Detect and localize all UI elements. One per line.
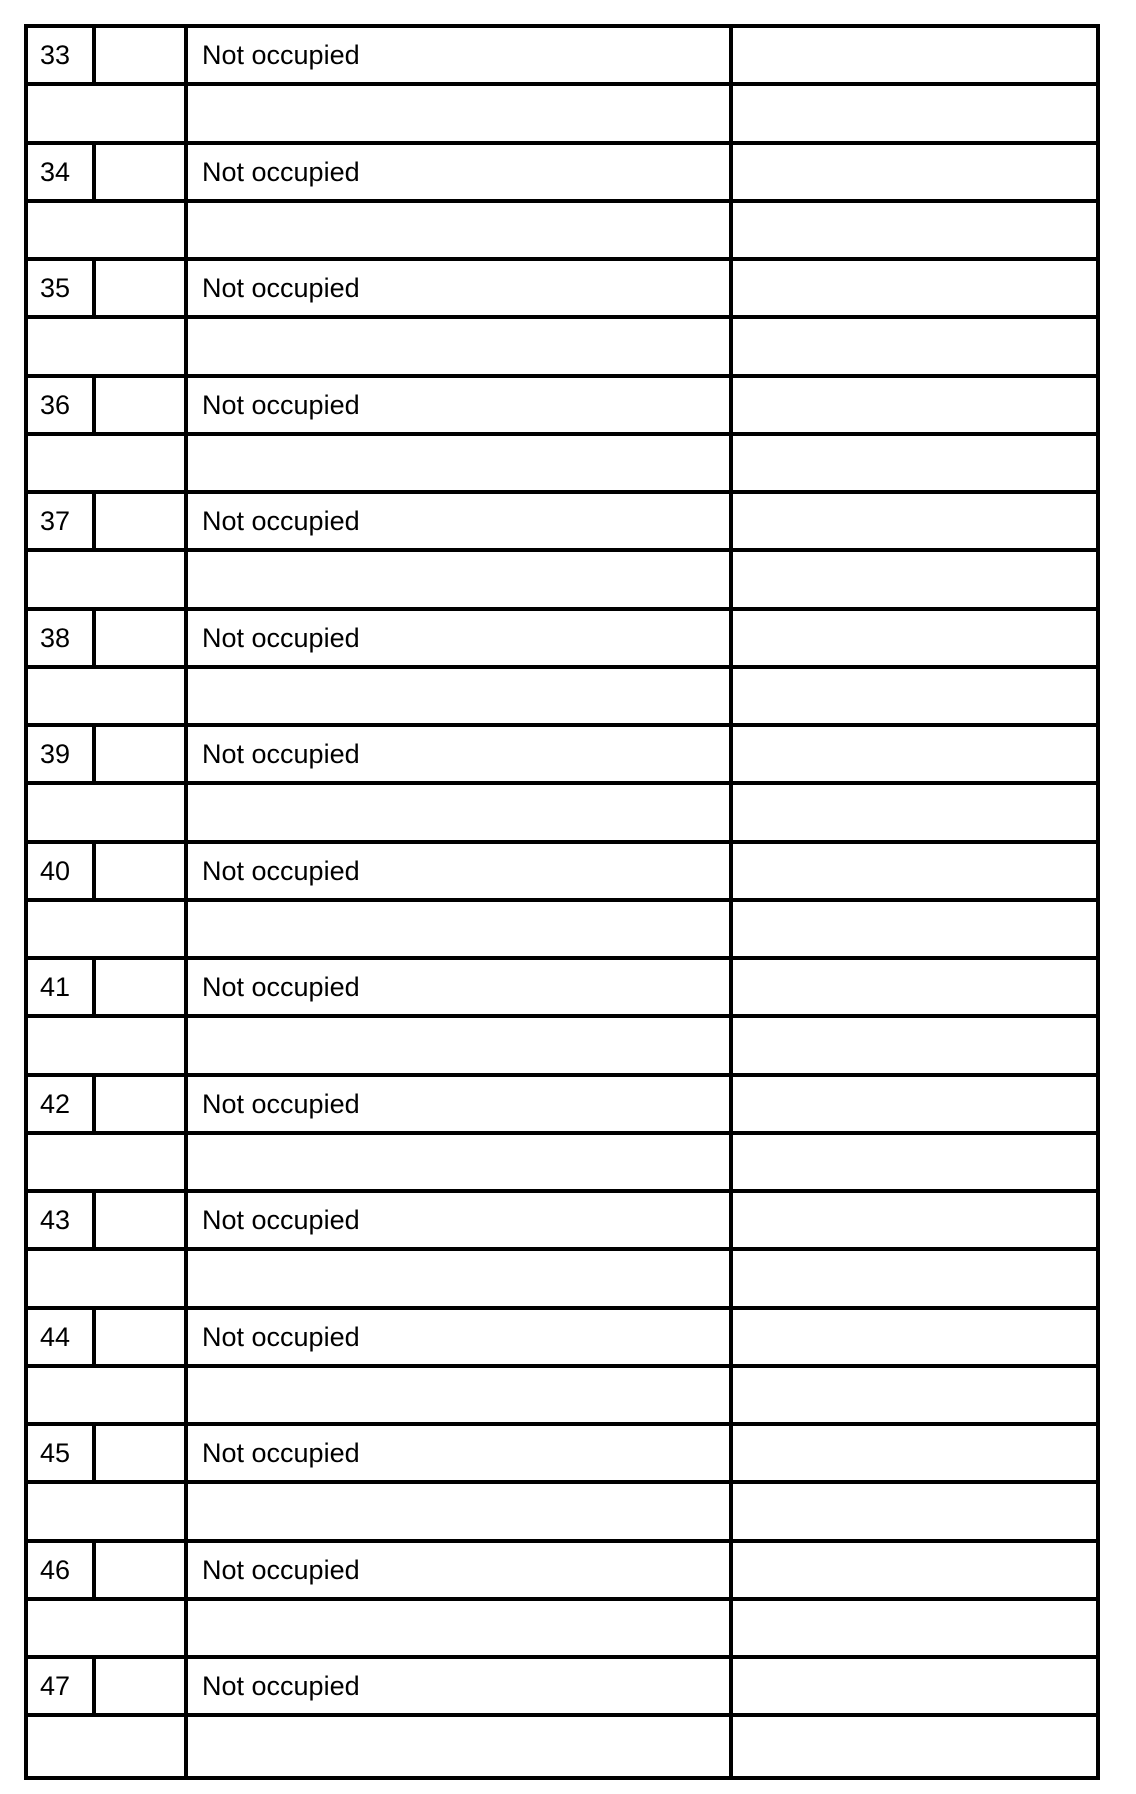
subrow-desc-cell	[188, 319, 733, 374]
subrow-notes-cell	[733, 902, 1096, 956]
blank-cell	[96, 1543, 188, 1597]
blank-cell	[96, 1659, 188, 1713]
subrow-desc-cell	[188, 552, 733, 607]
entry-number: 46	[28, 1543, 96, 1597]
blank-cell	[96, 378, 188, 432]
notes-cell	[733, 1193, 1096, 1247]
entry-status: Not occupied	[188, 1659, 733, 1713]
blank-cell	[96, 1426, 188, 1480]
blank-cell	[96, 145, 188, 199]
entry-status: Not occupied	[188, 727, 733, 781]
subrow-left-cell	[28, 669, 188, 723]
blank-cell	[96, 28, 188, 82]
subrow-desc-cell	[188, 1251, 733, 1306]
entry-status: Not occupied	[188, 1193, 733, 1247]
subrow-left-cell	[28, 319, 188, 374]
notes-cell	[733, 611, 1096, 665]
subrow-notes-cell	[733, 1368, 1096, 1422]
subrow-left-cell	[28, 1601, 188, 1655]
blank-cell	[96, 494, 188, 548]
entry-status: Not occupied	[188, 1310, 733, 1364]
entry-number: 38	[28, 611, 96, 665]
notes-cell	[733, 960, 1096, 1014]
entry-status: Not occupied	[188, 261, 733, 315]
subrow-left-cell	[28, 436, 188, 490]
table-row	[28, 378, 1096, 432]
table-row	[28, 844, 1096, 898]
subrow-desc-cell	[188, 669, 733, 723]
subrow-desc-cell	[188, 86, 733, 141]
entry-number: 35	[28, 261, 96, 315]
notes-cell	[733, 1426, 1096, 1480]
entry-number: 41	[28, 960, 96, 1014]
subrow-left-cell	[28, 902, 188, 956]
notes-cell	[733, 727, 1096, 781]
table-row	[28, 1193, 1096, 1247]
entry-number: 34	[28, 145, 96, 199]
subrow-notes-cell	[733, 552, 1096, 607]
blank-cell	[96, 1310, 188, 1364]
subrow-left-cell	[28, 785, 188, 840]
subrow-notes-cell	[733, 669, 1096, 723]
subrow-left-cell	[28, 1717, 188, 1776]
entry-status: Not occupied	[188, 844, 733, 898]
table-subrow	[28, 902, 1096, 956]
subrow-left-cell	[28, 1368, 188, 1422]
entry-status: Not occupied	[188, 1543, 733, 1597]
entry-number: 45	[28, 1426, 96, 1480]
subrow-left-cell	[28, 1484, 188, 1539]
subrow-desc-cell	[188, 785, 733, 840]
subrow-notes-cell	[733, 1717, 1096, 1776]
subrow-left-cell	[28, 1251, 188, 1306]
entry-number: 44	[28, 1310, 96, 1364]
subrow-notes-cell	[733, 1251, 1096, 1306]
table-row	[28, 261, 1096, 315]
table-subrow	[28, 785, 1096, 840]
table-subrow	[28, 1018, 1096, 1073]
subrow-notes-cell	[733, 319, 1096, 374]
subrow-desc-cell	[188, 1717, 733, 1776]
subrow-left-cell	[28, 1135, 188, 1189]
table-row	[28, 727, 1096, 781]
occupancy-table	[24, 24, 1100, 1780]
entry-number: 39	[28, 727, 96, 781]
table-subrow	[28, 1251, 1096, 1306]
subrow-desc-cell	[188, 1018, 733, 1073]
subrow-desc-cell	[188, 203, 733, 257]
notes-cell	[733, 1077, 1096, 1131]
entry-status: Not occupied	[188, 960, 733, 1014]
table-row	[28, 1426, 1096, 1480]
entry-number: 40	[28, 844, 96, 898]
notes-cell	[733, 494, 1096, 548]
subrow-notes-cell	[733, 86, 1096, 141]
subrow-notes-cell	[733, 1135, 1096, 1189]
table-row	[28, 960, 1096, 1014]
subrow-notes-cell	[733, 1601, 1096, 1655]
subrow-left-cell	[28, 1018, 188, 1073]
notes-cell	[733, 1659, 1096, 1713]
notes-cell	[733, 378, 1096, 432]
blank-cell	[96, 261, 188, 315]
table-row	[28, 28, 1096, 82]
subrow-left-cell	[28, 552, 188, 607]
subrow-desc-cell	[188, 1135, 733, 1189]
table-row	[28, 1077, 1096, 1131]
blank-cell	[96, 1193, 188, 1247]
entry-status: Not occupied	[188, 1426, 733, 1480]
blank-cell	[96, 844, 188, 898]
entry-status: Not occupied	[188, 145, 733, 199]
notes-cell	[733, 844, 1096, 898]
entry-number: 37	[28, 494, 96, 548]
entry-number: 33	[28, 28, 96, 82]
subrow-left-cell	[28, 203, 188, 257]
table-subrow	[28, 86, 1096, 141]
subrow-notes-cell	[733, 203, 1096, 257]
entry-number: 42	[28, 1077, 96, 1131]
notes-cell	[733, 1310, 1096, 1364]
notes-cell	[733, 261, 1096, 315]
subrow-desc-cell	[188, 1601, 733, 1655]
entry-number: 36	[28, 378, 96, 432]
blank-cell	[96, 611, 188, 665]
table-subrow	[28, 1368, 1096, 1422]
entry-status: Not occupied	[188, 28, 733, 82]
table-row	[28, 1659, 1096, 1713]
subrow-notes-cell	[733, 1018, 1096, 1073]
table-subrow	[28, 319, 1096, 374]
table-row	[28, 145, 1096, 199]
entry-status: Not occupied	[188, 1077, 733, 1131]
subrow-desc-cell	[188, 436, 733, 490]
subrow-notes-cell	[733, 436, 1096, 490]
entry-status: Not occupied	[188, 378, 733, 432]
subrow-left-cell	[28, 86, 188, 141]
table-subrow	[28, 203, 1096, 257]
blank-cell	[96, 1077, 188, 1131]
table-row	[28, 1310, 1096, 1364]
subrow-notes-cell	[733, 1484, 1096, 1539]
table-subrow	[28, 1484, 1096, 1539]
table-row	[28, 611, 1096, 665]
subrow-desc-cell	[188, 1368, 733, 1422]
subrow-desc-cell	[188, 902, 733, 956]
table-row	[28, 494, 1096, 548]
notes-cell	[733, 145, 1096, 199]
table-subrow	[28, 552, 1096, 607]
table-subrow	[28, 436, 1096, 490]
notes-cell	[733, 28, 1096, 82]
table-subrow	[28, 1135, 1096, 1189]
entry-status: Not occupied	[188, 611, 733, 665]
entry-number: 47	[28, 1659, 96, 1713]
subrow-notes-cell	[733, 785, 1096, 840]
subrow-desc-cell	[188, 1484, 733, 1539]
entry-number: 43	[28, 1193, 96, 1247]
blank-cell	[96, 960, 188, 1014]
entry-status: Not occupied	[188, 494, 733, 548]
blank-cell	[96, 727, 188, 781]
notes-cell	[733, 1543, 1096, 1597]
table-subrow	[28, 1717, 1096, 1776]
table-row	[28, 1543, 1096, 1597]
table-subrow	[28, 1601, 1096, 1655]
table-subrow	[28, 669, 1096, 723]
